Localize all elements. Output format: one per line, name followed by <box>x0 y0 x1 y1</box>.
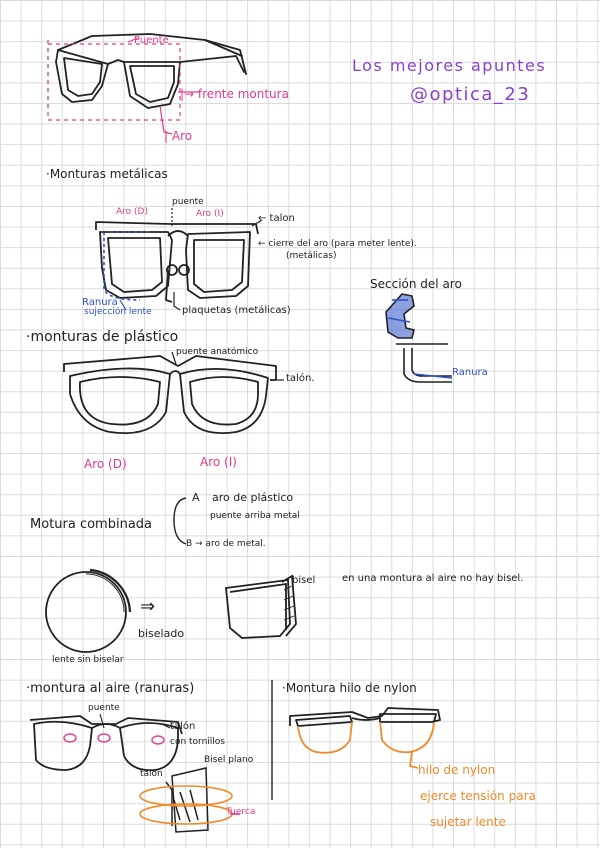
label-ranura-seccion: Ranura <box>452 367 488 378</box>
label-puente-aire: puente <box>88 703 120 713</box>
label-sujetar-lente: sujetar lente <box>430 815 506 829</box>
label-aro-i-plastico: Aro (I) <box>200 455 237 469</box>
label-puente: Puente <box>134 35 169 46</box>
plastic-frame-drawing <box>64 356 276 433</box>
label-combinada-a: A <box>192 491 200 504</box>
nylon-frame-drawing <box>290 708 440 726</box>
label-puente-metal: puente <box>172 197 204 207</box>
heading-montura-hilo-nylon: ·Montura hilo de nylon <box>282 681 417 695</box>
rimless-frame-drawing <box>30 716 182 770</box>
label-tuerca: Tuerca <box>226 807 256 817</box>
label-aro-i-metal: Aro (I) <box>196 209 224 219</box>
label-bisel: bisel <box>292 575 316 586</box>
author-handle: @optica_23 <box>410 84 531 105</box>
label-plaquetas: plaquetas (metálicas) <box>182 305 291 316</box>
label-cierre-aro: ← cierre del aro (para meter lente). <box>258 239 417 249</box>
label-talon-metal: ← talon <box>258 213 295 224</box>
heading-monturas-plastico: ·monturas de plástico <box>26 329 179 345</box>
label-con-tornillos: con tornillos <box>170 737 225 747</box>
nylon-threads <box>298 722 434 768</box>
label-aro-d-metal: Aro (D) <box>116 207 148 217</box>
label-sujeccion-lente: sujección lente <box>84 307 152 317</box>
label-ranura-metal: Ranura <box>82 297 118 308</box>
label-ejerce-tension: ejerce tensión para <box>420 789 536 803</box>
label-puente-anatomico: puente anatómico <box>176 347 259 357</box>
label-puente-arriba-metal: puente arriba metal <box>210 511 300 521</box>
notes-title: Los mejores apuntes <box>352 56 547 75</box>
label-talon-detalle: talón <box>140 769 163 779</box>
heading-monturas-metalicas: ·Monturas metálicas <box>46 167 168 181</box>
label-talon-plastico: talón. <box>286 373 315 384</box>
label-biselado: biselado <box>138 627 185 640</box>
ring-section-drawing <box>386 294 452 382</box>
label-aro: | Aro <box>164 129 193 143</box>
label-frente-montura: |→ frente montura <box>180 87 289 101</box>
heading-montura-al-aire: ·montura al aire (ranuras) <box>26 681 195 696</box>
label-aro-de-plastico: aro de plástico <box>212 491 294 504</box>
label-combinada-b: B → aro de metal. <box>186 539 266 549</box>
nut-detail-drawing <box>166 768 208 832</box>
arrow-symbol: ⇒ <box>140 596 156 617</box>
heading-montura-combinada: Motura combinada <box>30 517 153 532</box>
heading-seccion-aro: Sección del aro <box>370 277 462 291</box>
rimless-screws <box>64 734 164 744</box>
note-no-bisel-al-aire: en una montura al aire no hay bisel. <box>342 573 524 584</box>
label-aro-d-plastico: Aro (D) <box>84 457 127 471</box>
metal-frame-drawing <box>96 222 258 302</box>
combined-brace <box>174 498 186 544</box>
label-cierre-metalicas: (metálicas) <box>286 251 337 261</box>
label-lente-sin-biselar: lente sin biselar <box>52 655 124 665</box>
label-hilo-de-nylon: hilo de nylon <box>418 763 496 777</box>
label-talon-aire: talón <box>170 721 196 732</box>
label-bisel-plano: Bisel plano <box>204 755 254 765</box>
